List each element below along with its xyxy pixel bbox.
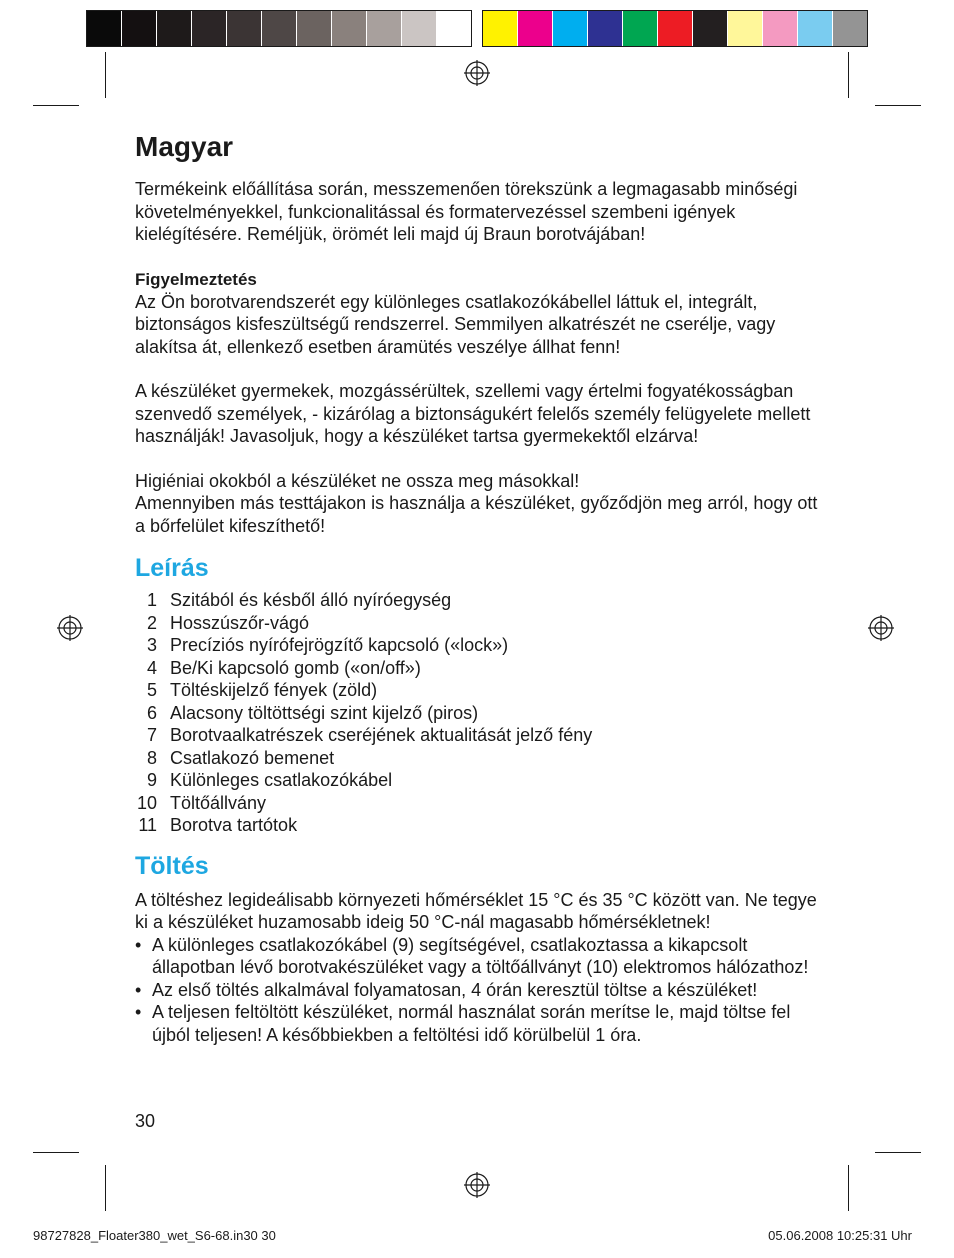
footer-file-info: 98727828_Floater380_wet_S6-68.in30 30 xyxy=(33,1228,276,1243)
list-item-text: Borotva tartótok xyxy=(170,815,298,835)
list-item xyxy=(135,702,825,725)
list-item xyxy=(135,747,825,770)
list-item xyxy=(135,634,825,657)
list-item xyxy=(135,769,825,792)
gray-calibration-bar xyxy=(87,11,472,47)
list-item xyxy=(135,589,825,612)
list-item-number: 7 xyxy=(146,725,157,745)
crop-mark-bl-v xyxy=(105,1165,106,1211)
list-item-number: 2 xyxy=(146,612,157,633)
crop-mark-br-v xyxy=(848,1165,849,1211)
list-item-text: Különleges csatlakozókábel xyxy=(170,770,393,790)
footer-timestamp: 05.06.2008 10:25:31 Uhr xyxy=(768,1228,912,1243)
list-item xyxy=(135,679,825,702)
list-item xyxy=(135,979,825,1002)
list-item-text: Be/Ki kapcsoló gomb («on/off») xyxy=(170,657,421,678)
bullet-icon: • xyxy=(135,1002,142,1022)
gray-swatch xyxy=(262,11,297,47)
list-item-text: Hosszúszőr-vágó xyxy=(170,612,310,633)
list-item-text: Szitából és késből álló nyíróegység xyxy=(170,590,452,610)
list-item-number: 6 xyxy=(146,702,157,723)
list-item-number: 9 xyxy=(146,770,157,790)
registration-mark-icon xyxy=(464,60,490,86)
gray-swatch xyxy=(437,11,472,47)
color-swatch xyxy=(728,11,763,47)
gray-swatch xyxy=(297,11,332,47)
intro-paragraph: Termékeink előállítása során, messzemenően törekszünk a legmagasabb minőségi követelményekkel, funkcionalitással és formatervezéssel szembeni igények kielégítésére. Reméljük, örömét leli majd új Braun borotvájában! xyxy=(135,179,798,244)
charging-bullets xyxy=(135,934,825,1047)
crop-mark-tl-h xyxy=(33,105,79,106)
gray-swatch xyxy=(367,11,402,47)
charging-paragraph: A töltéshez legideálisabb környezeti hőmérséklet 15 °C és 35 °C között van. Ne tegye ki a készüléket huzamosabb ideig 50 °C-nál magasabb hőmérsékletnek! xyxy=(135,889,817,932)
gray-swatch xyxy=(402,11,437,47)
color-swatch xyxy=(623,11,658,47)
list-item xyxy=(135,814,825,837)
color-calibration-bar xyxy=(483,11,868,47)
list-item-number: 4 xyxy=(146,657,157,678)
color-swatch xyxy=(763,11,798,47)
page-title: Magyar xyxy=(135,131,234,162)
gray-swatch xyxy=(332,11,367,47)
crop-mark-tr-h xyxy=(875,105,921,106)
crop-mark-tr-v xyxy=(848,52,849,98)
color-swatch xyxy=(483,11,518,47)
page-content xyxy=(135,128,825,1046)
warning-paragraph-2: A készüléket gyermekek, mozgássérültek, szellemi vagy értelmi fogyatékosságban szenvedő személyek, - kizárólag a biztonságukért felelős személy felügyelete mellett használják! Javasoljuk, hogy a készüléket tartsa gyermekektől elzárva! xyxy=(135,381,811,446)
color-swatch xyxy=(553,11,588,47)
color-swatch xyxy=(798,11,833,47)
parts-list xyxy=(135,589,825,837)
gray-swatch xyxy=(122,11,157,47)
bullet-icon: • xyxy=(135,979,142,1000)
list-item xyxy=(135,657,825,680)
crop-mark-tl-v xyxy=(105,52,106,98)
bullet-text: A teljesen feltöltött készüléket, normál használat során merítse le, majd töltse fel újból teljesen! A későbbiekben a feltöltési idő körülbelül 1 óra. xyxy=(152,1002,791,1045)
list-item xyxy=(135,612,825,635)
list-item-text: Töltéskijelző fények (zöld) xyxy=(170,680,378,700)
bullet-icon: • xyxy=(135,934,142,955)
warning-paragraph-3b: Amennyiben más testtájakon is használja a készüléket, győződjön meg arról, hogy ott a bőrfelület kifeszíthető! xyxy=(135,493,818,536)
warning-paragraph-3a: Higiéniai okokból a készüléket ne ossza meg másokkal! xyxy=(135,470,580,491)
list-item xyxy=(135,1001,825,1046)
list-item xyxy=(135,724,825,747)
crop-mark-bl-h xyxy=(33,1152,79,1153)
color-swatch xyxy=(518,11,553,47)
gray-swatch xyxy=(87,11,122,47)
gray-swatch xyxy=(227,11,262,47)
list-item xyxy=(135,934,825,979)
list-item-text: Precíziós nyírófejrögzítő kapcsoló («lock») xyxy=(170,635,509,655)
list-item-text: Töltőállvány xyxy=(170,792,267,813)
crop-mark-br-h xyxy=(875,1152,921,1153)
color-swatch xyxy=(658,11,693,47)
gray-swatch xyxy=(192,11,227,47)
color-swatch xyxy=(693,11,728,47)
registration-mark-icon xyxy=(868,615,894,641)
warning-heading: Figyelmeztetés xyxy=(135,269,257,289)
list-item xyxy=(135,792,825,815)
color-swatch xyxy=(588,11,623,47)
charging-heading: Töltés xyxy=(135,851,209,880)
list-item-text: Alacsony töltöttségi szint kijelző (piros) xyxy=(170,702,479,723)
bullet-text: A különleges csatlakozókábel (9) segítségével, csatlakoztassa a kikapcsolt állapotban lévő borotvakészüléket vagy a töltőállványt (10) elektromos hálózathoz! xyxy=(152,934,809,977)
list-item-number: 8 xyxy=(146,747,157,768)
list-item-number: 10 xyxy=(136,792,157,813)
list-item-number: 3 xyxy=(146,635,157,655)
registration-mark-icon xyxy=(57,615,83,641)
list-item-text: Borotvaalkatrészek cseréjének aktualitását jelző fény xyxy=(170,725,593,745)
list-item-text: Csatlakozó bemenet xyxy=(170,747,335,768)
description-heading: Leírás xyxy=(135,554,209,582)
list-item-number: 5 xyxy=(146,680,157,700)
color-swatch xyxy=(833,11,868,47)
warning-paragraph-1: Az Ön borotvarendszerét egy különleges csatlakozókábellel láttuk el, integrált, biztonságos kisfeszültségű rendszerrel. Semmilyen alkatrészét ne cserélje, vagy alakítsa át, ellenkező esetben áramütés veszélye állhat fenn! xyxy=(135,291,776,357)
list-item-number: 1 xyxy=(146,590,157,610)
list-item-number: 11 xyxy=(138,815,157,835)
page-number: 30 xyxy=(135,1111,156,1131)
registration-mark-icon xyxy=(464,1172,490,1198)
bullet-text: Az első töltés alkalmával folyamatosan, 4 órán keresztül töltse a készüléket! xyxy=(152,979,758,1000)
gray-swatch xyxy=(157,11,192,47)
